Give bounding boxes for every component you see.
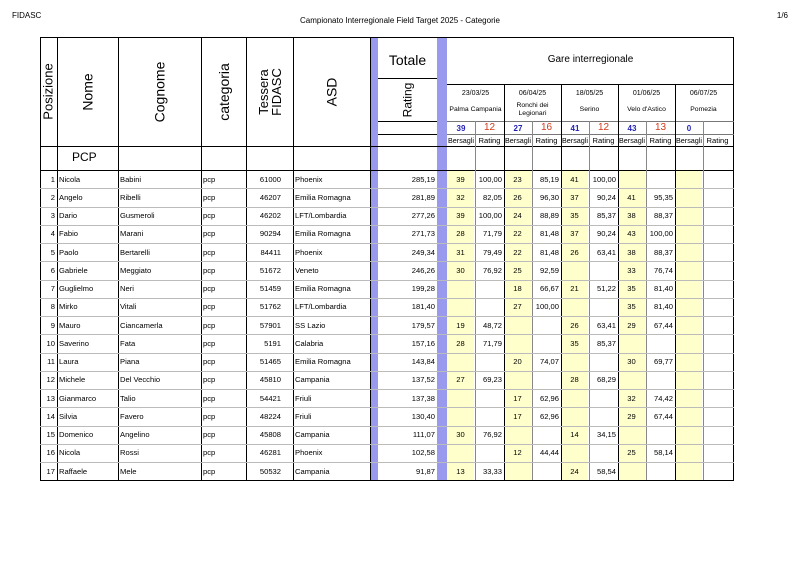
row-asd: SS Lazio [295,320,326,330]
row-position: 17 [46,466,55,476]
race-count: 13 [654,122,667,133]
row-bersagli: 35 [570,338,579,348]
row-totale: 281,89 [411,192,435,202]
row-cognome: Meggiato [120,265,152,275]
row-cognome: Bertarelli [120,247,150,257]
row-bersagli: 26 [513,192,522,202]
row-cognome: Angelino [120,430,150,439]
row-rating: 100,00 [535,302,559,312]
row-position: 16 [46,448,55,458]
row-divider [40,280,734,281]
row-position: 5 [50,247,55,257]
row-bersagli: 39 [456,174,465,184]
row-rating: 63,41 [596,247,616,257]
ranking-table [40,37,734,476]
row-asd: Phoenix [295,247,323,257]
row-nome: Gabriele [59,265,88,275]
row-tessera: 51465 [259,357,281,366]
row-nome: Dario [59,211,78,220]
row-bersagli: 28 [570,375,579,385]
row-bersagli: 27 [456,375,465,385]
row-divider [40,261,734,262]
row-rating: 100,00 [478,211,502,220]
sub-header-rating: Rating [535,136,558,145]
row-totale: 157,16 [411,338,435,348]
race-count: 12 [483,122,496,133]
row-rating: 62,96 [539,393,559,403]
row-divider [40,207,734,208]
row-cognome: Ciancamerla [120,320,163,330]
row-asd: LFT/Lombardia [295,211,347,220]
header-gare: Gare interregionale [547,54,634,65]
row-totale: 277,26 [411,211,435,220]
row-tessera: 51762 [259,302,281,312]
org-label: FIDASC [12,11,42,20]
row-asd: Campania [295,466,330,476]
row-bersagli: 38 [627,211,636,220]
race-date: 01/06/25 [632,90,661,97]
row-position: 14 [46,411,55,421]
race-header-divider [447,84,734,85]
row-divider [40,426,734,427]
rating-divider [378,121,437,122]
row-bersagli: 32 [627,393,636,403]
row-position: 10 [46,338,55,348]
row-rating: 48,72 [482,320,502,330]
row-nome: Mirko [59,302,78,312]
row-rating: 81,40 [653,302,673,312]
row-bersagli: 29 [627,320,636,330]
sub-header-rating: Rating [706,136,729,145]
table-border-bottom [40,480,734,481]
row-totale: 130,40 [411,411,435,421]
row-tessera: 46202 [259,211,281,220]
row-rating: 69,77 [653,357,673,366]
row-bersagli: 43 [627,229,636,239]
header-asd [293,37,370,146]
row-totale: 271,73 [411,229,435,239]
row-bersagli: 22 [513,247,522,257]
column-separator [370,37,371,480]
header-nome-label: Nome [79,72,96,111]
row-bersagli: 39 [456,211,465,220]
row-bersagli: 31 [456,247,465,257]
row-nome: Silvia [59,411,78,421]
row-rating: 51,22 [596,284,616,293]
row-bersagli: 13 [456,466,465,476]
row-divider [40,462,734,463]
row-categoria: pcp [203,247,216,257]
row-categoria: pcp [203,338,216,348]
row-rating: 88,37 [653,211,673,220]
header-tessera [246,37,293,146]
row-divider [40,389,734,390]
rating-divider [378,134,437,135]
row-categoria: pcp [203,411,216,421]
row-cognome: Babini [120,174,142,184]
row-asd: Campania [295,375,330,385]
row-rating: 63,41 [596,320,616,330]
row-bersagli: 17 [513,393,522,403]
row-cognome: Del Vecchio [120,375,161,385]
row-nome: Guglielmo [59,284,94,293]
row-totale: 249,34 [411,247,435,257]
row-rating: 81,48 [539,247,559,257]
row-nome: Raffaele [59,466,88,476]
sub-header-bersagli: Bersagli [619,136,645,145]
row-bersagli: 35 [570,211,579,220]
row-bersagli: 35 [627,284,636,293]
row-rating: 71,79 [482,229,502,239]
row-bersagli: 30 [456,265,465,275]
row-rating: 82,05 [482,192,502,202]
separator-band [370,37,378,480]
row-bersagli: 35 [627,302,636,312]
row-divider [40,298,734,299]
row-categoria: pcp [203,229,216,239]
table-border-right [733,37,734,480]
row-cognome: Marani [120,229,144,239]
row-position: 15 [46,430,55,439]
separator-band [437,37,447,480]
row-bersagli: 29 [627,411,636,421]
row-position: 2 [50,192,55,202]
row-cognome: Gusmeroli [120,211,155,220]
row-rating: 44,44 [539,448,559,458]
row-tessera: 51459 [259,284,281,293]
row-bersagli: 21 [570,284,579,293]
row-bersagli: 14 [570,430,579,439]
sub-header-rating: Rating [592,136,615,145]
row-divider [40,243,734,244]
row-rating: 85,37 [596,211,616,220]
row-bersagli: 26 [570,247,579,257]
row-rating: 95,35 [653,192,673,202]
race-date: 18/05/25 [575,90,604,97]
row-bersagli: 30 [627,357,636,366]
row-cognome: Vitali [120,302,137,312]
sub-header-bersagli: Bersagli [562,136,588,145]
row-rating: 85,37 [596,338,616,348]
row-categoria: pcp [203,302,216,312]
row-rating: 58,14 [653,448,673,458]
row-cognome: Neri [120,284,134,293]
row-categoria: pcp [203,320,216,330]
sub-header-bersagli: Bersagli [505,136,531,145]
row-rating: 100,00 [592,174,616,184]
row-rating: 90,24 [596,192,616,202]
row-totale: 285,19 [411,174,435,184]
sub-header-bersagli: Bersagli [676,136,702,145]
row-totale: 91,87 [415,466,435,476]
row-bersagli: 37 [570,192,579,202]
row-rating: 88,37 [653,247,673,257]
bersagli-column-fill [675,170,702,480]
row-position: 1 [50,174,55,184]
row-position: 13 [46,393,55,403]
row-totale: 137,52 [411,375,435,385]
row-rating: 33,33 [482,466,502,476]
row-bersagli: 30 [456,430,465,439]
row-position: 9 [50,320,55,330]
header-tessera-label: Tessera FIDASC [255,67,284,116]
row-rating: 76,74 [653,265,673,275]
row-rating: 100,00 [649,229,673,239]
row-tessera: 46281 [259,448,281,458]
row-nome: Angelo [59,192,83,202]
page-number: 1/6 [776,11,788,20]
header-divider [40,146,734,147]
row-position: 7 [50,284,55,293]
row-asd: LFT/Lombardia [295,302,347,312]
row-rating: 62,96 [539,411,559,421]
race-place: Serino [579,106,600,113]
row-totale: 179,57 [411,320,435,330]
row-tessera: 45810 [259,375,281,385]
row-cognome: Favero [120,411,144,421]
row-bersagli: 33 [627,265,636,275]
page-title: Campionato Interregionale Field Target 2025 - Categorie [300,16,500,25]
row-position: 11 [47,357,55,366]
row-nome: Fabio [59,229,78,239]
row-asd: Emilia Romagna [295,284,351,293]
row-bersagli: 41 [570,174,579,184]
race-date: 23/03/25 [461,90,490,97]
race-targets: 43 [627,124,637,133]
row-rating: 81,40 [653,284,673,293]
race-targets: 39 [456,124,466,133]
row-divider [40,225,734,226]
row-divider [40,334,734,335]
row-bersagli: 25 [513,265,522,275]
row-nome: Gianmarco [59,393,97,403]
header-nome [57,37,118,146]
row-totale: 137,38 [411,393,435,403]
row-nome: Laura [59,357,79,366]
race-targets: 41 [570,124,580,133]
header-cognome [118,37,201,146]
row-categoria: pcp [203,430,216,439]
row-nome: Paolo [59,247,79,257]
row-cognome: Mele [120,466,137,476]
row-asd: Friuli [295,393,312,403]
row-bersagli: 20 [513,357,522,366]
row-totale: 246,26 [411,265,435,275]
row-position: 4 [50,229,55,239]
race-date: 06/07/25 [689,90,718,97]
race-count: 12 [597,122,610,133]
row-position: 6 [50,265,55,275]
row-asd: Friuli [295,411,312,421]
row-rating: 76,92 [482,265,502,275]
row-divider [40,353,734,354]
header-posizione [40,37,57,146]
row-cognome: Ribelli [120,192,141,202]
row-cognome: Piana [120,357,140,366]
race-place: Palma Campania [449,106,502,113]
row-categoria: pcp [203,265,216,275]
race-count: 16 [540,122,553,133]
row-cognome: Talio [120,393,136,403]
header-asd-label: ASD [323,77,340,106]
row-categoria: pcp [203,393,216,403]
row-categoria: pcp [203,466,216,476]
row-rating: 85,19 [539,174,559,184]
row-bersagli: 25 [627,448,636,458]
row-rating: 81,48 [539,229,559,239]
row-totale: 143,84 [411,357,435,366]
row-divider [40,316,734,317]
row-totale: 111,07 [412,430,435,439]
row-rating: 67,44 [653,411,673,421]
row-position: 12 [46,375,55,385]
row-position: 3 [50,211,55,220]
row-bersagli: 19 [456,320,465,330]
header-rating [378,78,437,121]
row-bersagli: 24 [570,466,579,476]
race-date: 06/04/25 [518,90,547,97]
row-bersagli: 41 [627,192,636,202]
row-bersagli: 37 [570,229,579,239]
row-rating: 68,29 [596,375,616,385]
row-asd: Emilia Romagna [295,357,351,366]
row-rating: 58,54 [596,466,616,476]
row-tessera: 45808 [259,430,281,439]
row-tessera: 57901 [259,320,281,330]
row-totale: 102,58 [411,448,435,458]
row-tessera: 84411 [260,247,281,257]
row-divider [40,188,734,189]
row-rating: 88,89 [539,211,559,220]
row-cognome: Fata [120,338,136,348]
header-posizione-label: Posizione [41,63,56,120]
row-tessera: 51672 [259,265,281,275]
row-rating: 96,30 [539,192,559,202]
row-nome: Michele [59,375,86,385]
row-nome: Nicola [59,448,81,458]
row-nome: Saverino [59,338,89,348]
race-place: Ronchi dei Legionari [516,102,549,117]
row-tessera: 46207 [259,192,281,202]
row-rating: 34,15 [596,430,616,439]
row-bersagli: 24 [513,211,522,220]
row-bersagli: 32 [456,192,465,202]
row-rating: 100,00 [478,174,502,184]
row-divider [40,371,734,372]
row-categoria: pcp [203,284,216,293]
row-bersagli: 27 [513,302,522,312]
row-rating: 74,42 [653,393,673,403]
row-categoria: pcp [203,174,216,184]
section-title: PCP [72,150,97,164]
row-asd: Veneto [295,265,319,275]
row-bersagli: 28 [456,229,465,239]
row-rating: 66,67 [539,284,559,293]
row-asd: Calabria [295,338,324,348]
row-rating: 90,24 [596,229,616,239]
row-rating: 71,79 [482,338,502,348]
row-rating: 92,59 [539,265,559,275]
row-rating: 74,07 [539,357,559,366]
row-nome: Mauro [59,320,81,330]
sub-header-bersagli: Bersagli [448,136,474,145]
row-cognome: Rossi [120,448,139,458]
header-categoria [201,37,246,146]
row-asd: Phoenix [295,174,323,184]
row-tessera: 5191 [264,338,281,348]
row-divider [40,444,734,445]
header-rating-label: Rating [400,82,415,117]
row-tessera: 54421 [259,393,281,403]
header-cognome-label: Cognome [151,61,168,122]
row-totale: 181,40 [411,302,435,312]
row-categoria: pcp [203,448,216,458]
row-divider [40,407,734,408]
row-rating: 79,49 [482,247,502,257]
row-categoria: pcp [203,375,216,385]
row-totale: 199,28 [411,284,435,293]
row-tessera: 61000 [259,174,281,184]
race-place: Pomezia [690,106,717,113]
race-targets: 27 [513,124,523,133]
row-rating: 67,44 [653,320,673,330]
row-nome: Domenico [59,430,94,439]
sub-header-rating: Rating [478,136,501,145]
row-rating: 76,92 [482,430,502,439]
row-bersagli: 26 [570,320,579,330]
race-place: Velo d'Astico [627,106,666,113]
row-bersagli: 23 [513,174,522,184]
row-nome: Nicola [59,174,81,184]
row-categoria: pcp [203,357,216,366]
row-categoria: pcp [203,211,216,220]
row-bersagli: 18 [513,284,522,293]
section-divider [40,170,734,171]
row-tessera: 48224 [259,411,281,421]
row-rating: 69,23 [482,375,502,385]
row-bersagli: 28 [456,338,465,348]
header-totale: Totale [388,52,427,68]
row-asd: Phoenix [295,448,323,458]
row-bersagli: 17 [513,411,522,421]
race-targets: 0 [686,124,692,133]
header-categoria-label: categoria [215,62,232,121]
row-bersagli: 22 [513,229,522,239]
sub-header-rating: Rating [649,136,672,145]
row-tessera: 50532 [259,466,281,476]
row-tessera: 90294 [259,229,281,239]
row-asd: Emilia Romagna [295,229,351,239]
row-bersagli: 12 [513,448,522,458]
row-position: 8 [50,302,55,312]
row-categoria: pcp [203,192,216,202]
row-bersagli: 38 [627,247,636,257]
row-asd: Campania [295,430,330,439]
row-asd: Emilia Romagna [295,192,351,202]
